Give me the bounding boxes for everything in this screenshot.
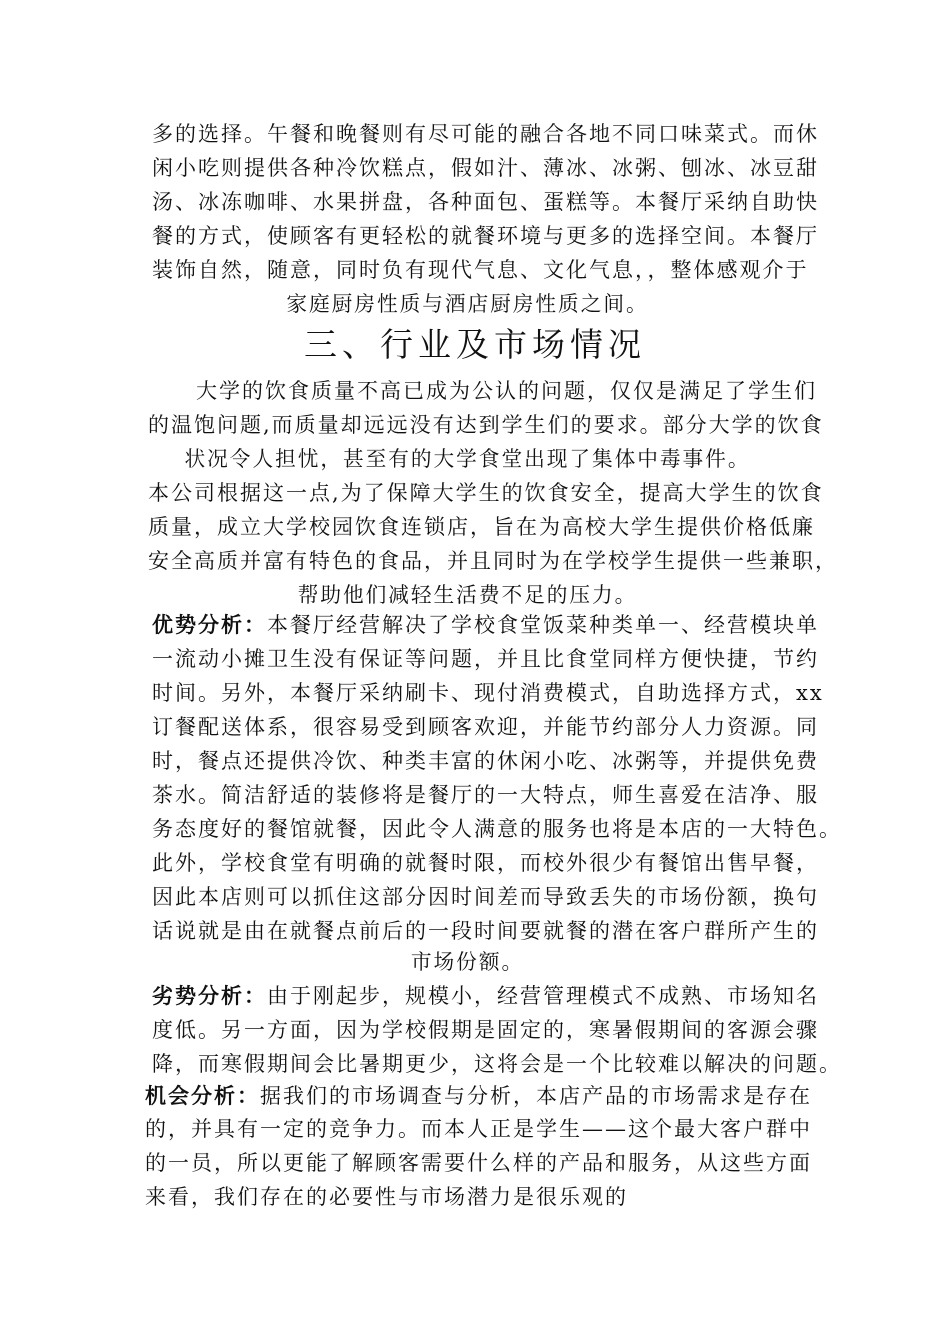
advantages-first-text: 本餐厅经营解决了学校食堂饭菜种类单一、经营模块单	[267, 613, 819, 637]
body-text-line: 因此本店则可以抓住这部分因时间差而导致丢失的市场份额，换句	[152, 885, 819, 909]
body-text-line: 质量，成立大学校园饮食连锁店，旨在为高校大学生提供价格低廉	[148, 515, 815, 539]
body-text-line: 多的选择。午餐和晚餐则有尽可能的融合各地不同口味菜式。而休	[152, 122, 819, 146]
body-text-line: 时，餐点还提供冷饮、种类丰富的休闲小吃、冰粥等，并提供免费	[152, 749, 819, 773]
body-text-line: 的，并具有一定的竞争力。而本人正是学生——这个最大客户群中	[145, 1117, 812, 1141]
body-text-line: 的一员，所以更能了解顾客需要什么样的产品和服务，从这些方面	[145, 1151, 812, 1175]
opportunities-label: 机会分析：	[145, 1083, 260, 1108]
body-text-line: 闲小吃则提供各种冷饮糕点，假如汁、薄冰、冰粥、刨冰、冰豆甜	[152, 156, 819, 180]
body-text-line: 安全高质并富有特色的食品，并且同时为在学校学生提供一些兼职，	[148, 549, 838, 573]
body-text-line: 大学的饮食质量不高已成为公认的问题，仅仅是满足了学生们	[196, 379, 817, 403]
body-text-line: 市场份额。	[410, 950, 525, 974]
body-text-line: 务态度好的餐馆就餐，因此令人满意的服务也将是本店的一大特色。	[152, 817, 842, 841]
body-text-line: 茶水。简洁舒适的装修将是餐厅的一大特点，师生喜爱在洁净、服	[152, 783, 819, 807]
body-text-line: 本公司根据这一点,为了保障大学生的饮食安全，提高大学生的饮食	[148, 481, 824, 505]
advantages-label: 优势分析：	[152, 612, 267, 637]
body-text-line: 装饰自然，随意，同时负有现代气息、文化气息，，整体感观介于	[152, 258, 809, 282]
body-text-line: 此外，学校食堂有明确的就餐时限，而校外很少有餐馆出售早餐，	[152, 851, 819, 875]
section-heading: 三、行业及市场情况	[304, 325, 646, 364]
body-text-line: 一流动小摊卫生没有保证等问题，并且比食堂同样方便快捷，节约	[152, 647, 819, 671]
opportunities-paragraph-first-line	[145, 1080, 812, 1112]
body-text-line: 帮助他们减轻生活费不足的压力。	[297, 583, 638, 607]
body-text-line: 状况令人担忧，甚至有的大学食堂出现了集体中毒事件。	[184, 447, 751, 471]
opportunities-first-text: 据我们的市场调查与分析，本店产品的市场需求是存在	[260, 1084, 812, 1108]
advantages-paragraph-first-line	[152, 609, 819, 641]
disadvantages-label: 劣势分析：	[152, 983, 267, 1008]
body-text-line: 来看，我们存在的必要性与市场潜力是很乐观的	[145, 1185, 628, 1209]
body-text-line: 降，而寒假期间会比暑期更少，这将会是一个比较难以解决的问题。	[152, 1052, 842, 1076]
body-text-line: 话说就是由在就餐点前后的一段时间要就餐的潜在客户群所产生的	[152, 919, 819, 943]
body-text-line: 的温饱问题,而质量却远远没有达到学生们的要求。部分大学的饮食	[148, 413, 824, 437]
body-text-line: 汤、冰冻咖啡、水果拼盘，各种面包、蛋糕等。本餐厅采纳自助快	[152, 190, 819, 214]
body-text-line: 家庭厨房性质与酒店厨房性质之间。	[286, 292, 649, 316]
body-text-line: 度低。另一方面，因为学校假期是固定的，寒暑假期间的客源会骤	[152, 1018, 819, 1042]
body-text-line: 时间。另外，本餐厅采纳刷卡、现付消费模式，自助选择方式，xx	[152, 681, 824, 705]
disadvantages-paragraph-first-line	[152, 980, 819, 1012]
body-text-line: 订餐配送体系，很容易受到顾客欢迎，并能节约部分人力资源。同	[152, 715, 819, 739]
disadvantages-first-text: 由于刚起步，规模小，经营管理模式不成熟、市场知名	[267, 984, 819, 1008]
body-text-line: 餐的方式，使顾客有更轻松的就餐环境与更多的选择空间。本餐厅	[152, 224, 819, 248]
